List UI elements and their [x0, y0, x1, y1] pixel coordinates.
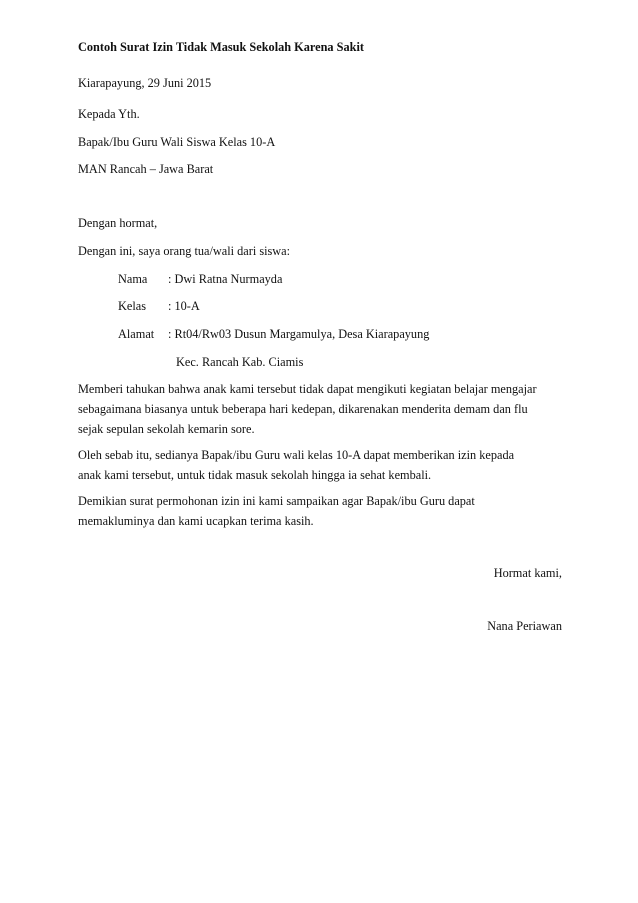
recipient-line-2: Bapak/Ibu Guru Wali Siswa Kelas 10-A: [78, 135, 276, 149]
closing: Hormat kami,: [493, 566, 562, 580]
student-class-label: Kelas: [118, 299, 146, 313]
recipient-line-1: Kepada Yth.: [78, 107, 140, 121]
intro-line: Dengan ini, saya orang tua/wali dari siswa:: [78, 244, 291, 258]
paragraph-2-line: anak kami tersebut, untuk tidak masuk sekolah hingga ia sehat kembali.: [78, 468, 432, 482]
paragraph-2-line: Oleh sebab itu, sedianya Bapak/ibu Guru wali kelas 10-A dapat memberikan izin kepada: [78, 448, 515, 462]
student-address-label: Alamat: [118, 327, 155, 341]
place-date: Kiarapayung, 29 Juni 2015: [78, 76, 212, 90]
student-name-value: : Dwi Ratna Nurmayda: [168, 272, 283, 286]
student-address-value: : Rt04/Rw03 Dusun Margamulya, Desa Kiarapayung: [168, 327, 430, 341]
recipient-line-3: MAN Rancah – Jawa Barat: [78, 162, 214, 176]
paragraph-1-line: sebagaimana biasanya untuk beberapa hari kedepan, dikarenakan menderita demam dan flu: [78, 402, 528, 416]
student-class-value: : 10-A: [168, 299, 200, 313]
salutation: Dengan hormat,: [78, 216, 158, 230]
paragraph-1-line: sejak sepulan sekolah kemarin sore.: [78, 422, 255, 436]
student-name-label: Nama: [118, 272, 148, 286]
paragraph-3-line: memakluminya dan kami ucapkan terima kasih.: [78, 514, 314, 528]
paragraph-1-line: Memberi tahukan bahwa anak kami tersebut tidak dapat mengikuti kegiatan belajar mengajar: [78, 382, 537, 396]
signature-name: Nana Periawan: [487, 619, 562, 633]
letter-title: Contoh Surat Izin Tidak Masuk Sekolah Karena Sakit: [78, 40, 364, 54]
paragraph-3-line: Demikian surat permohonan izin ini kami sampaikan agar Bapak/ibu Guru dapat: [78, 494, 475, 508]
student-address-value-cont: Kec. Rancah Kab. Ciamis: [176, 355, 304, 369]
